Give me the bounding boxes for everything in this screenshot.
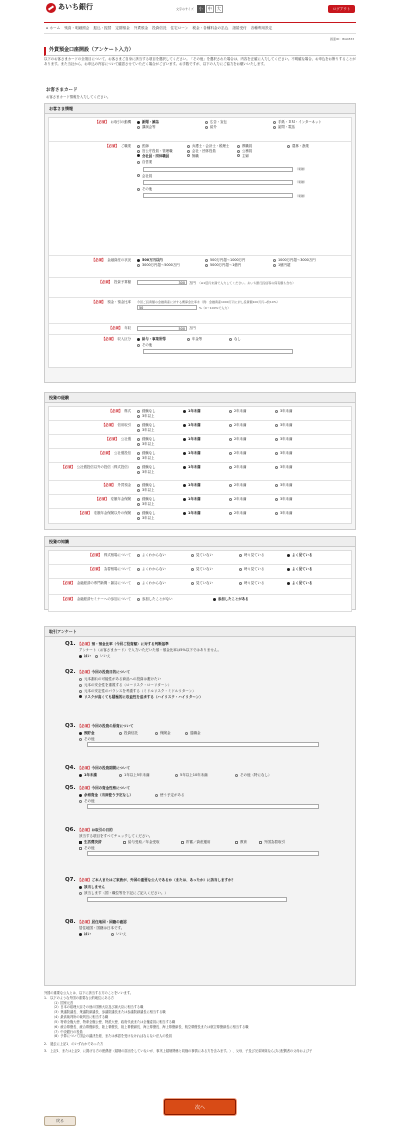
q3-option[interactable]: 保険金 (155, 731, 181, 736)
survey-question-q3: Q3. 【必須】今回の投資の原資について 預貯金 投資信託 保険金 退職金 その他 (65, 723, 335, 747)
bank-name: あいち銀行 (58, 3, 93, 12)
assets-option[interactable]: 500万円以内 (137, 258, 201, 263)
experience-option[interactable]: 経験なし (137, 511, 179, 516)
income-field (135, 324, 351, 334)
experience-option[interactable]: 2年未満 (229, 437, 271, 442)
experience-option[interactable]: 1年未満 (183, 423, 225, 428)
experience-option[interactable]: 1年未満 (183, 465, 225, 470)
nav-home[interactable] (46, 26, 60, 31)
assets-option[interactable]: 1億円超 (273, 263, 337, 268)
occupation-option[interactable]: 医師 (137, 144, 183, 149)
survey-question-q2: Q2. 【必須】今回の投資目的について 元本割れの可能性がある商品への投資は避けたい 元本の安全性を重視する（ローリスク・ローリターン） 元本の安定性のバランスを考慮する（ミドルリスク・ミドルリターン） リスクが高くても積極的に収益性を追求する（ハイリスク・ハイリターン） (65, 669, 335, 700)
q8-option[interactable]: いいえ (111, 932, 127, 937)
income-source-option[interactable]: なし (229, 337, 241, 342)
experience-option[interactable]: 3年以上 (137, 502, 179, 507)
income-input[interactable]: 500 (137, 326, 187, 331)
q6-other-input[interactable] (87, 851, 319, 856)
occupation-option[interactable]: 農林・漁業 (287, 144, 333, 149)
nav-time-deposit[interactable]: 定期預金 (115, 25, 130, 30)
experience-row: 【必須】 信用取引 経験なし 1年未満 2年未満 3年未満 3年以上 (49, 421, 351, 435)
knowledge-option[interactable]: よく見ている (287, 567, 312, 572)
q3-option[interactable]: 預貯金 (79, 731, 115, 736)
font-size-medium-button[interactable]: 中 (207, 6, 212, 12)
nav-housing-loan[interactable]: 住宅ローン (170, 25, 189, 30)
income-row (49, 324, 351, 335)
experience-row: 【必須】 変額年金保険 経験なし 1年未満 2年未満 3年未満 3年以上 (49, 495, 351, 509)
bank-logo[interactable] (46, 3, 93, 13)
seminar-option[interactable]: 参加したことがある (213, 597, 249, 602)
experience-option[interactable]: 3年以上 (137, 516, 179, 521)
experience-option[interactable]: 経験なし (137, 409, 179, 414)
customer-info-heading: お客さま情報 (45, 104, 355, 114)
occupation-option[interactable]: 主婦 (237, 154, 283, 159)
income-label: 【必須】 年収 (108, 326, 131, 331)
q4-option[interactable]: 1年以上5年未満 (119, 773, 171, 778)
q5-option[interactable]: 使う予定がある (155, 793, 185, 798)
q3-other-input[interactable] (87, 742, 319, 747)
footnote-line: （1）国家元首 (52, 1000, 74, 1005)
q2-option[interactable]: リスクが高くても積極的に収益性を追求する（ハイリスク・ハイリターン） (79, 695, 331, 700)
ratio-field (135, 298, 351, 323)
experience-option[interactable]: 2年未満 (229, 409, 271, 414)
knowledge-table (48, 550, 352, 612)
experience-option[interactable]: 3年未満 (275, 497, 317, 502)
experience-option[interactable]: 2年未満 (229, 497, 271, 502)
occupation-option[interactable]: 無職 (187, 154, 233, 159)
purpose-option[interactable]: 広告・宣伝 (205, 120, 269, 125)
seminar-option[interactable]: 参加したことがない (137, 597, 209, 602)
knowledge-option[interactable]: 見ていない (191, 567, 235, 572)
knowledge-option[interactable]: 時々見ている (239, 567, 283, 572)
knowledge-option[interactable]: 時々見ている (239, 553, 283, 558)
knowledge-row: 【必須】 為替相場について よくわからない 見ていない 時々見ている よく見ている (49, 565, 351, 579)
q5-other-input[interactable] (87, 804, 319, 809)
experience-option[interactable]: 3年未満 (275, 437, 317, 442)
nav-balance[interactable]: 残高・明細照会 (64, 25, 90, 30)
q8-sub: 居住地国・国籍は日本です。 (79, 926, 125, 931)
income-source-other-input[interactable] (143, 349, 293, 354)
screen-id: 画面ID：BGK833 (330, 37, 355, 41)
experience-row: 【必須】 変額年金保険以外の保険 経験なし 1年未満 2年未満 3年未満 3年以上 (49, 509, 351, 523)
experience-option[interactable]: 1年未満 (183, 437, 225, 442)
purpose-option[interactable]: 講演会等 (137, 125, 201, 130)
assets-option[interactable]: 500万円超～1000万円 (205, 258, 269, 263)
q3-option-other[interactable]: その他 (79, 737, 95, 742)
assets-label: 【必須】 金融資産の状況 (91, 258, 131, 263)
experience-row: 【必須】 公社債 経験なし 1年未満 2年未満 3年未満 3年以上 (49, 435, 351, 449)
q6-sub: 該当する項目をすべてチェックしてください。 (79, 834, 153, 839)
purpose-label: 【必須】 お取引の動機 (95, 120, 131, 125)
occupation-option[interactable]: 公務員 (237, 149, 283, 154)
footnote-line: （3）衆議院議長、衆議院副議長、参議院議長または参議院副議長に相当する職 (52, 1010, 166, 1015)
q7-option[interactable]: 該当します（国・職位等を下記にご記入ください。） (79, 891, 331, 896)
experience-option[interactable]: 3年以上 (137, 470, 179, 475)
q4-option[interactable]: その他（特になし） (235, 773, 272, 778)
logout-button[interactable]: ログアウト (328, 5, 355, 13)
experience-row: 【必須】 外貨預金 経験なし 1年未満 2年未満 3年未満 3年以上 (49, 481, 351, 495)
purpose-option[interactable]: 訪問・電話 (273, 125, 337, 130)
investable-field (135, 278, 351, 297)
knowledge-box (44, 536, 356, 610)
experience-row: 【必須】 公社債投信 経験なし 1年未満 2年未満 3年未満 3年以上 (49, 449, 351, 463)
experience-option[interactable]: 2年未満 (229, 483, 271, 488)
experience-option[interactable]: 経験なし (137, 483, 179, 488)
experience-box (44, 392, 356, 530)
investable-note: （※1億円未満で入力してください。あいち銀行投信等の保有額も含む） (197, 280, 296, 285)
experience-option[interactable]: 3年以上 (137, 442, 179, 447)
assets-options (135, 256, 351, 277)
footnote-line: （6）統合幕僚長、統合幕僚副長、陸上幕僚長、陸上幕僚副長、海上幕僚長、海上幕僚副長、航空幕僚長または航空幕僚副長に相当する職 (52, 1024, 249, 1029)
global-nav (44, 22, 356, 34)
footnote-line: （2）日本の総理大臣その他の国務大臣及び副大臣に相当する職 (52, 1005, 144, 1010)
experience-option[interactable]: 1年未満 (183, 409, 225, 414)
footnote-line: 1. 以下のような外国の重要な公的地位にある方 (44, 995, 114, 1000)
experience-option[interactable]: 3年未満 (275, 423, 317, 428)
experience-option[interactable]: 3年以上 (137, 456, 179, 461)
occupation-option-company-employee[interactable]: 会社員 (137, 174, 183, 179)
knowledge-row: 【必須】 株式相場について よくわからない 見ていない 時々見ている よく見ている (49, 551, 351, 565)
q1-option[interactable]: いいえ (95, 654, 111, 659)
q4-option[interactable]: 5年以上10年未満 (175, 773, 231, 778)
experience-row: 【必須】 株式 経験なし 1年未満 2年未満 3年未満 3年以上 (49, 407, 351, 421)
intro-text: 以下のお客さまカードの全項目について、お客さまご自身に該当する項目を選択してください。「その他」を選択された場合は、内容を正確に入力してください。不明確な場合、お申込をお断りすることがあります。また当社から、お申込の内容について確認させていただく場合がございます。お手数ですが、以下の入力にご協力をお願いいたします。 (44, 57, 356, 66)
seminar-row: 【必須】 金融経済セミナーへの参加について 参加したことがない 参加したことがある (61, 597, 249, 602)
occupation-option[interactable]: 会社・団体役員 (187, 149, 233, 154)
occupation-options: 医師 弁護士・会計士・税理士 教職員 農林・漁業 官公庁役員・管理職 会社・団体役員 公務員 会社員・団体職員 無職 主婦 自営業 （業種） 会社員 （業種） その他 （業種） (135, 142, 351, 255)
knowledge-option[interactable]: よくわからない (137, 567, 187, 572)
occupation-option-self-employed[interactable]: 自営業 (137, 160, 183, 165)
experience-option[interactable]: 2年未満 (229, 465, 271, 470)
survey-question-q1: Q1. 【必須】預・預金比率（今回ご投資額）に対する判断基準 アンケート（お客さまカード）で入力いただいた預・預金比率は5%以下ではありません。 はい いいえ (65, 641, 335, 659)
occupation-option-other[interactable]: その他 (137, 187, 183, 192)
ratio-label: 【必須】 預金・預金比率 (91, 300, 131, 305)
ratio-row (49, 298, 351, 324)
q1-option[interactable]: はい (79, 654, 91, 659)
footnote-line: （5）特命全権大使、特命全権公使、特派大使、政府代表または全権委員に相当する職 (52, 1019, 176, 1024)
q6-checkbox[interactable]: 貯蓄／資産運用 (181, 840, 231, 845)
experience-option[interactable]: 1年未満 (183, 497, 225, 502)
occupation-option[interactable] (287, 149, 333, 154)
survey-box (44, 626, 356, 986)
experience-option[interactable]: 3年以上 (137, 414, 179, 419)
self-employed-industry-input[interactable] (143, 167, 293, 172)
ratio-input[interactable]: 50 (137, 305, 197, 310)
experience-option[interactable]: 経験なし (137, 437, 179, 442)
q8-option[interactable]: はい (79, 932, 107, 937)
purpose-row (49, 118, 351, 142)
survey-question-q7: Q7. 【必須】ご本人またはご家族が、外国の重要な公人であるか（または、あったか）に該当しますか？ 該当しません 該当します（国・職位等を下記にご記入ください。） (65, 877, 335, 902)
font-size-switcher (176, 5, 223, 13)
q6-checkbox[interactable]: 外国為替取引 (259, 840, 285, 845)
knowledge-option[interactable]: よく見ている (287, 581, 312, 586)
experience-option[interactable]: 3年未満 (275, 451, 317, 456)
knowledge-option[interactable]: よくわからない (137, 553, 187, 558)
q7-detail-input[interactable] (87, 897, 287, 902)
assets-row (49, 256, 351, 278)
assets-option[interactable]: 5000万円超～1億円 (205, 263, 269, 268)
survey-question-q6: Q6. 【必須】お取引の目的 該当する項目をすべてチェックしてください。 生活費決済 給与受取／年金受取 貯蓄／資産運用 教育 外国為替取引 その他 (65, 827, 335, 856)
q5-option-other[interactable]: その他 (79, 799, 95, 804)
occupation-option[interactable]: 弁護士・会計士・税理士 (187, 144, 233, 149)
font-size-label: 文字のサイズ (176, 6, 194, 11)
q4-option[interactable]: 1年未満 (79, 773, 115, 778)
experience-row: 【必須】 公社債投信以外の投信（株式投信） 経験なし 1年未満 2年未満 3年未満 3年以上 (49, 463, 351, 481)
knowledge-option[interactable]: 見ていない (191, 581, 235, 586)
survey-question-q5: Q5. 【必須】今回の資金性格について 余裕資金（当面使う予定なし） 使う予定がある その他 (65, 785, 335, 809)
investable-unit: 万円 (189, 280, 196, 285)
purpose-option[interactable]: 手紙・ＤＭ・インターネット (273, 120, 337, 125)
investable-label: 【必須】 投資予算額 (98, 280, 131, 285)
q2-option[interactable]: 元本の安定性のバランスを考慮する（ミドルリスク・ミドルリターン） (79, 689, 331, 694)
nav-notifications[interactable]: 諸届受付 (232, 25, 247, 30)
q1-sub: アンケート（お客さまカード）で入力いただいた預・預金比率は5%以下ではありません。 (79, 648, 222, 653)
assets-option[interactable]: 1000万円超～3000万円 (273, 258, 337, 263)
knowledge-row: 【必須】 金融経済の専門新聞・雑誌について よくわからない 見ていない 時々見ている よく見ている (49, 579, 351, 595)
knowledge-option[interactable]: よく見ている (287, 553, 312, 558)
survey-question-q8: Q8. 【必須】居住地国・国籍の確認 居住地国・国籍は日本です。 はい いいえ (65, 919, 335, 937)
experience-option[interactable]: 1年未満 (183, 451, 225, 456)
experience-option[interactable]: 3年未満 (275, 409, 317, 414)
occupation-row (49, 142, 351, 256)
nav-tax-payment[interactable]: 税金・各種料金の払込 (192, 25, 229, 30)
nav-investment-trust[interactable]: 投資信託 (152, 25, 167, 30)
q2-option[interactable]: 元本割れの可能性がある商品への投資は避けたい (79, 677, 331, 682)
page-title: 外貨預金口座開設（アンケート入力） (44, 47, 356, 56)
occupation-option[interactable]: 教職員 (237, 144, 283, 149)
knowledge-option[interactable]: 見ていない (191, 553, 235, 558)
purpose-option[interactable]: 新聞・雑誌 (137, 120, 201, 125)
font-size-large-button[interactable]: 大 (216, 6, 221, 12)
income-source-option-other[interactable]: その他 (137, 343, 152, 348)
nav-settings[interactable]: 各種利用設定 (250, 25, 273, 30)
income-source-label: 【必須】 収入区分 (101, 337, 131, 342)
footnote-line: （4）最高裁判所の裁判官に相当する職 (52, 1015, 109, 1020)
experience-option[interactable]: 経験なし (137, 423, 179, 428)
experience-option[interactable]: 経験なし (137, 465, 179, 470)
survey-heading: 取引アンケート (45, 627, 355, 637)
purpose-options (135, 118, 351, 141)
footnote-line: 3. 上記1．または上記2．に掲げる方の配偶者（婚姻の届出をしていないが、事実上婚姻関係と同様の事情にある方を含みます。）、父母、子及び兄弟姉妹ならびに配偶者の父母および子 (44, 1048, 313, 1053)
experience-table (48, 406, 352, 524)
other-occupation-input[interactable] (143, 193, 293, 198)
investable-row (49, 278, 351, 298)
knowledge-option[interactable]: よくわからない (137, 581, 187, 586)
nav-transfer[interactable]: 振込・振替 (93, 25, 112, 30)
ratio-unit: %（0～100%で入力） (199, 305, 231, 310)
income-source-row (49, 335, 351, 367)
q6-checkbox-other[interactable]: その他 (79, 846, 95, 851)
occupation-option[interactable]: 官公庁役員・管理職 (137, 149, 183, 154)
q6-checkbox[interactable]: 給与受取／年金受取 (123, 840, 177, 845)
income-unit: 万円 (189, 326, 196, 331)
income-source-option[interactable]: 給与・事業所得 (137, 337, 183, 342)
ratio-note: 今回ご投資額の金融資産に対する概算金比率を（例：金融資産1000万円に対し投資額100万円→約10%） (137, 300, 280, 305)
q3-option[interactable]: 退職金 (185, 731, 201, 736)
income-source-options (135, 335, 351, 367)
assets-option[interactable]: 3000万円超～5000万円 (137, 263, 201, 268)
nav-home-label: ホーム (49, 25, 61, 30)
investable-input[interactable]: 300 (137, 280, 187, 285)
experience-option[interactable]: 3年以上 (137, 428, 179, 433)
q2-option[interactable]: 元本の安全性を重視する（ローリスク・ローリターン） (79, 683, 331, 688)
company-industry-input[interactable] (143, 180, 293, 185)
income-source-option[interactable]: 年金等 (187, 337, 225, 342)
nav-foreign-deposit[interactable]: 外貨預金 (133, 25, 149, 30)
home-icon: ⌂ (46, 25, 49, 30)
knowledge-heading: 投資の知識 (45, 537, 355, 547)
q3-option[interactable]: 投資信託 (119, 731, 151, 736)
survey-question-q4: Q4. 【必須】今回の投資期間について 1年未満 1年以上5年未満 5年以上10年未満 その他（特になし） (65, 765, 272, 778)
footnote-line: （8）予算について国会の議決を経、または承認を受けなければならない法人の役員 (52, 1034, 172, 1039)
purpose-option[interactable]: 紹介 (205, 125, 269, 130)
font-size-small-button[interactable]: 小 (198, 6, 203, 12)
knowledge-option[interactable]: 時々見ている (239, 581, 283, 586)
q6-checkbox[interactable]: 生活費決済 (79, 840, 119, 845)
customer-card-sub: お客さまカード情報を入力してください。 (46, 95, 111, 99)
footnote-line: （7）中央銀行の役員 (52, 1029, 83, 1034)
experience-option[interactable]: 1年未満 (183, 483, 225, 488)
header (0, 0, 400, 17)
experience-option[interactable]: 2年未満 (229, 451, 271, 456)
q7-option[interactable]: 該当しません (79, 885, 331, 890)
experience-option[interactable]: 経験なし (137, 451, 179, 456)
q5-option[interactable]: 余裕資金（当面使う予定なし） (79, 793, 151, 798)
customer-info-table (48, 117, 352, 368)
experience-option[interactable]: 2年未満 (229, 511, 271, 516)
bank-logo-icon (46, 3, 56, 13)
back-button[interactable]: 戻る (44, 1116, 76, 1126)
next-button[interactable]: 次へ (164, 1099, 236, 1115)
experience-option[interactable]: 3年未満 (275, 483, 317, 488)
experience-heading: 投資の経験 (45, 393, 355, 403)
experience-option[interactable]: 3年未満 (275, 511, 317, 516)
experience-option[interactable]: 2年未満 (229, 423, 271, 428)
occupation-option[interactable]: 会社員・団体職員 (137, 154, 183, 159)
experience-option[interactable]: 3年以上 (137, 488, 179, 493)
footnotes (44, 991, 356, 1054)
experience-option[interactable]: 3年未満 (275, 465, 317, 470)
footnote-line: 外国の重要な公人とは、以下に該当する方のことをいいます。 (44, 991, 133, 995)
experience-option[interactable]: 経験なし (137, 497, 179, 502)
footnote-line: 2. 過去に上記1．のいずれかであった方 (44, 1041, 104, 1046)
experience-option[interactable]: 1年未満 (183, 511, 225, 516)
q6-checkbox[interactable]: 教育 (235, 840, 255, 845)
occupation-label: 【必須】 ご職業 (105, 144, 131, 149)
customer-card-title: お客さまカード (46, 88, 78, 93)
customer-info-box (44, 103, 356, 383)
